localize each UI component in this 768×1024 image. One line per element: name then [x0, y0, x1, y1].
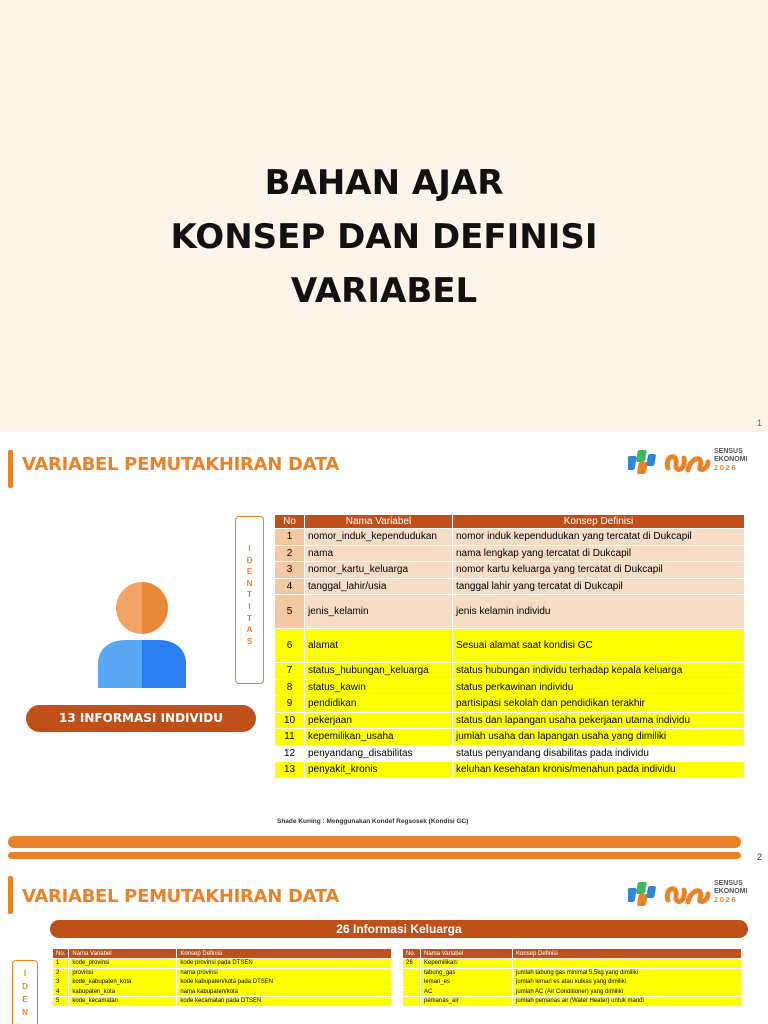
row-konsep-definisi: tanggal lahir yang tercatat di Dukcapil: [453, 578, 745, 595]
cell-no: [403, 978, 421, 988]
identitas-letter: N: [246, 578, 253, 588]
table-row: [53, 978, 392, 988]
cell-no: 4: [53, 987, 69, 997]
informasi-keluarga-title: 26 Informasi Keluarga: [50, 920, 748, 938]
logo-line-1: SENSUS: [714, 448, 743, 455]
title-line-2: KONSEP DAN DEFINISI: [170, 217, 598, 257]
page-number: 1: [756, 418, 762, 428]
row-konsep-definisi: jumlah usaha dan lapangan usaha yang dimiliki: [453, 729, 745, 746]
table-row: [403, 968, 742, 978]
identitas-letter: E: [22, 995, 28, 1004]
cell-definisi: kode kabupaten/kota pada DTSEN: [177, 978, 392, 988]
table-row: [275, 696, 745, 713]
title-line-1: BAHAN AJAR: [264, 163, 504, 203]
table-header-row: [403, 949, 742, 959]
logo-line-1: SENSUS: [714, 880, 743, 887]
shade-footnote: Shade Kuning : Menggunakan Kondef Regsosek (Kondisi GC): [277, 818, 469, 825]
table-row: [275, 595, 745, 629]
table-row: [275, 679, 745, 696]
cell-nama: tabung_gas: [421, 968, 513, 978]
row-nama-variabel: nomor_induk_kependudukan: [305, 529, 453, 546]
keluarga-table-left: [52, 948, 392, 1007]
cell-nama: AC: [421, 987, 513, 997]
row-no: 5: [275, 595, 305, 629]
col-no-header: No.: [403, 949, 421, 959]
col-no-header: No.: [53, 949, 69, 959]
row-nama-variabel: status_hubungan_keluarga: [305, 663, 453, 680]
table-row: [403, 987, 742, 997]
cell-no: 26: [403, 959, 421, 969]
cell-definisi: jumlah tabung gas minimal 5,5kg yang dimiliki: [513, 968, 742, 978]
cell-nama: provinsi: [69, 968, 177, 978]
table-row: [403, 997, 742, 1007]
row-konsep-definisi: status hubungan individu terhadap kepala keluarga: [453, 663, 745, 680]
logo-year: 2026: [714, 897, 738, 904]
identitas-letter: S: [246, 636, 253, 646]
cell-definisi: jumlah AC (Air Conditioner) yang dimiliki: [513, 987, 742, 997]
cell-definisi: jumlah lemari es atau kulkas yang dimiliki: [513, 978, 742, 988]
row-nama-variabel: nomor_kartu_keluarga: [305, 562, 453, 579]
table-row: [275, 663, 745, 680]
table-row: [275, 629, 745, 663]
identitas-letter: E: [246, 567, 253, 577]
cell-nama: kode_kabupaten_kota: [69, 978, 177, 988]
col-definisi-header: Konsep Definisi: [453, 515, 745, 529]
row-konsep-definisi: nomor induk kependudukan yang tercatat di Dukcapil: [453, 529, 745, 546]
row-no: 8: [275, 679, 305, 696]
row-no: 7: [275, 663, 305, 680]
slide-3: [0, 864, 768, 1024]
header-title: VARIABEL PEMUTAKHIRAN DATA: [22, 454, 340, 475]
table-header-row: [53, 949, 392, 959]
row-no: 12: [275, 745, 305, 762]
sensus-ekonomi-logo: [628, 876, 758, 912]
row-nama-variabel: status_kawin: [305, 679, 453, 696]
header-accent-bar: [8, 450, 13, 488]
cell-nama: pemanas_air: [421, 997, 513, 1007]
variable-table: [274, 514, 745, 779]
table-row: [53, 959, 392, 969]
identitas-letter: T: [247, 613, 252, 623]
row-no: 11: [275, 729, 305, 746]
cell-no: 5: [53, 997, 69, 1007]
logo-line-2: EKONOMI: [714, 888, 748, 895]
person-icon: [96, 580, 188, 690]
cell-no: 2: [53, 968, 69, 978]
table-row: [275, 762, 745, 779]
section-divider: [8, 836, 741, 848]
table-header-row: [275, 515, 745, 529]
slide-1: [0, 0, 768, 432]
col-definisi-header: Konsep Definisi: [177, 949, 392, 959]
row-konsep-definisi: status perkawinan individu: [453, 679, 745, 696]
informasi-individu-badge: 13 INFORMASI INDIVIDU: [26, 705, 256, 732]
row-no: 4: [275, 578, 305, 595]
row-no: 1: [275, 529, 305, 546]
row-no: 2: [275, 545, 305, 562]
col-definisi-header: Konsep Definisi: [513, 949, 742, 959]
row-konsep-definisi: Sesuai alamat saat kondisi GC: [453, 629, 745, 663]
header-accent-bar: [8, 876, 13, 914]
bps-logo-icon: [628, 876, 712, 910]
cell-no: [403, 968, 421, 978]
cell-no: 3: [53, 978, 69, 988]
identitas-letter: N: [22, 1008, 28, 1017]
row-no: 3: [275, 562, 305, 579]
row-nama-variabel: nama: [305, 545, 453, 562]
row-konsep-definisi: jenis kelamin individu: [453, 595, 745, 629]
slide-1-title: [0, 156, 768, 318]
identitas-label: [12, 960, 38, 1024]
row-nama-variabel: tanggal_lahir/usia: [305, 578, 453, 595]
identitas-letter: I: [248, 601, 251, 611]
table-row: [275, 545, 745, 562]
table-row: [53, 968, 392, 978]
table-row: [275, 712, 745, 729]
identitas-letter: I: [23, 969, 27, 978]
col-nama-header: Nama Variabel: [305, 515, 453, 529]
slide-2: [0, 432, 768, 864]
col-nama-header: Nama Variabel: [421, 949, 513, 959]
row-nama-variabel: penyandang_disabilitas: [305, 745, 453, 762]
bps-logo-icon: [628, 444, 712, 478]
row-no: 13: [275, 762, 305, 779]
cell-definisi: [513, 959, 742, 969]
cell-definisi: nama kabupaten/kota: [177, 987, 392, 997]
cell-nama: kabupaten_kota: [69, 987, 177, 997]
table-row: [275, 745, 745, 762]
cell-nama: Kepemilikan:: [421, 959, 513, 969]
header-title: VARIABEL PEMUTAKHIRAN DATA: [22, 886, 340, 907]
table-row: [53, 997, 392, 1007]
row-konsep-definisi: partisipasi sekolah dan pendidikan terakhir: [453, 696, 745, 713]
page-number: 2: [756, 852, 762, 862]
row-konsep-definisi: keluhan kesehatan kronis/menahun pada individu: [453, 762, 745, 779]
table-row: [403, 978, 742, 988]
row-nama-variabel: kepemilikan_usaha: [305, 729, 453, 746]
logo-line-2: EKONOMI: [714, 456, 748, 463]
sensus-ekonomi-logo: [628, 444, 758, 480]
cell-no: [403, 997, 421, 1007]
col-nama-header: Nama Variabel: [69, 949, 177, 959]
row-konsep-definisi: nama lengkap yang tercatat di Dukcapil: [453, 545, 745, 562]
cell-definisi: kode provinsi pada DTSEN: [177, 959, 392, 969]
row-no: 9: [275, 696, 305, 713]
title-line-3: VARIABEL: [290, 271, 478, 311]
logo-year: 2026: [714, 465, 738, 472]
keluarga-table-right: [402, 948, 742, 1007]
section-divider-thin: [8, 852, 741, 859]
row-nama-variabel: pendidikan: [305, 696, 453, 713]
identitas-letter: I: [248, 544, 251, 553]
row-nama-variabel: penyakit_kronis: [305, 762, 453, 779]
cell-nama: lemari_es: [421, 978, 513, 988]
cell-definisi: jumlah pemanas air (Water Heater) untuk mandi: [513, 997, 742, 1007]
identitas-letter: D: [22, 982, 28, 991]
row-konsep-definisi: status penyandang disabilitas pada individu: [453, 745, 745, 762]
cell-no: 1: [53, 959, 69, 969]
row-konsep-definisi: status dan lapangan usaha pekerjaan utama individu: [453, 712, 745, 729]
identitas-letter: D: [246, 555, 253, 565]
table-row: [275, 529, 745, 546]
cell-nama: kode_provinsi: [69, 959, 177, 969]
cell-nama: kode_kecamatan: [69, 997, 177, 1007]
table-row: [275, 729, 745, 746]
row-nama-variabel: alamat: [305, 629, 453, 663]
col-no-header: No: [275, 515, 305, 529]
cell-definisi: nama provinsi: [177, 968, 392, 978]
identitas-letter: T: [247, 590, 252, 600]
cell-definisi: kode kecamatan pada DTSEN: [177, 997, 392, 1007]
table-row: [403, 959, 742, 969]
cell-no: [403, 987, 421, 997]
row-nama-variabel: jenis_kelamin: [305, 595, 453, 629]
row-nama-variabel: pekerjaan: [305, 712, 453, 729]
row-no: 10: [275, 712, 305, 729]
table-row: [275, 578, 745, 595]
identitas-label: [235, 516, 264, 684]
table-row: [275, 562, 745, 579]
row-no: 6: [275, 629, 305, 663]
row-konsep-definisi: nomor kartu keluarga yang tercatat di Dukcapil: [453, 562, 745, 579]
identitas-letter: A: [246, 625, 253, 635]
table-row: [53, 987, 392, 997]
